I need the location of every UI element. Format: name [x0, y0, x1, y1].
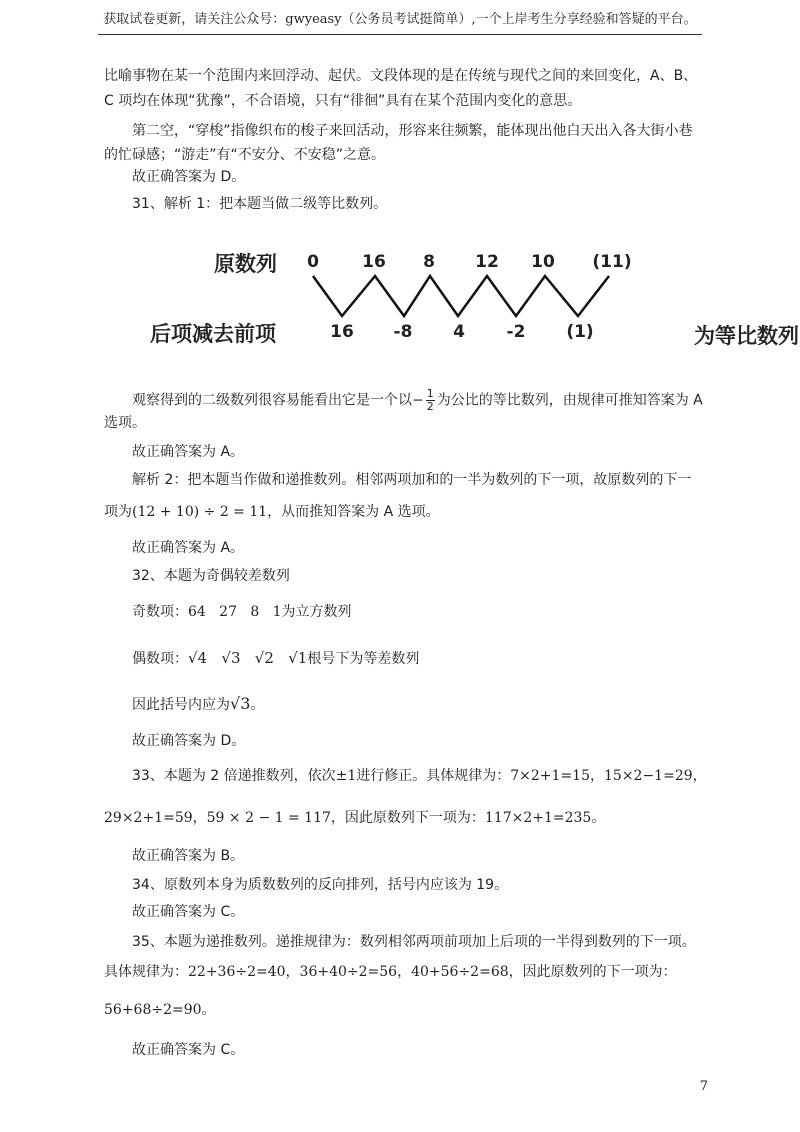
- answer-line: 故正确答案为 C。: [132, 1042, 245, 1058]
- sequence-number: 8: [423, 252, 435, 272]
- answer-line: 故正确答案为 D。: [132, 169, 246, 185]
- sequence-number: 0: [307, 252, 319, 272]
- paragraph: 项为(12 + 10) ÷ 2 = 11，从而推知答案为 A 选项。: [104, 504, 440, 520]
- paragraph: 第二空，“穿梭”指像织布的梭子来回活动，形容来往频繁，能体现出他白天出入各大街小巷: [132, 123, 693, 139]
- math-expression: 15×2−1=29: [604, 768, 693, 784]
- paragraph: 偶数项：√4 √3 √2 √1根号下为等差数列: [132, 649, 420, 667]
- answer-line: 故正确答案为 A。: [132, 444, 245, 460]
- diagram-label-original: 原数列: [214, 252, 277, 276]
- paragraph: 33、本题为 2 倍递推数列，依次±1进行修正。具体规律为：7×2+1=15，15×2−1=29，: [132, 768, 707, 784]
- paragraph: C 项均在体现“犹豫”，不合语境，只有“徘徊”具有在某个范围内变化的意思。: [104, 93, 582, 109]
- answer-line: 故正确答案为 D。: [132, 733, 246, 749]
- question-32-heading: 32、本题为奇偶较差数列: [132, 568, 290, 584]
- sequence-number: 16: [362, 252, 386, 272]
- math-expression: 22+36÷2=40: [188, 964, 286, 980]
- diagram-label-geometric: 为等比数列: [694, 324, 799, 348]
- sequence-number: (11): [592, 252, 632, 272]
- paragraph: 具体规律为：22+36÷2=40，36+40÷2=56，40+56÷2=68，因此原数列的下一项为：: [104, 964, 677, 980]
- math-expression: 117×2+1=235: [484, 810, 592, 826]
- page-header: 获取试卷更新，请关注公众号：gwyeasy（公务员考试挺简单）,一个上岸考生分享经验和答疑的平台。: [98, 6, 702, 35]
- paragraph: 56+68÷2=90。: [104, 1002, 216, 1018]
- paragraph: 选项。: [104, 415, 146, 431]
- math-expression: (12 + 10) ÷ 2 = 11: [132, 504, 268, 520]
- math-expression: 64 27 8 1: [188, 604, 282, 620]
- answer-line: 故正确答案为 A。: [132, 540, 245, 556]
- difference-number: 4: [453, 322, 465, 342]
- diagram-label-difference: 后项减去前项: [150, 322, 276, 346]
- difference-number: 16: [330, 322, 354, 342]
- difference-number: (1): [566, 322, 594, 342]
- math-expression: ±1: [335, 768, 357, 784]
- math-expression: 40+56÷2=68: [411, 964, 509, 980]
- math-expression: √4 √3 √2 √1: [188, 649, 308, 667]
- fraction: $\frac{1}{2}$: [426, 387, 434, 413]
- math-expression: 29×2+1=59: [104, 810, 193, 826]
- paragraph: 因此括号内应为√3。: [132, 694, 265, 713]
- page-number: 7: [699, 1079, 708, 1094]
- question-34-heading: 34、原数列本身为质数数列的反向排列，括号内应该为 19。: [132, 877, 509, 893]
- fraction-sign: −: [412, 392, 424, 409]
- answer-line: 故正确答案为 C。: [132, 904, 245, 920]
- paragraph: 观察得到的二级数列很容易能看出它是一个以− $\frac{1}{2}$ 为公比的等比数列，由规律可推知答案为 A: [132, 387, 703, 413]
- sequence-number: 12: [475, 252, 499, 272]
- difference-number: -2: [506, 322, 526, 342]
- sequence-number: 10: [531, 252, 555, 272]
- math-expression: √3: [230, 694, 251, 713]
- paragraph: 奇数项：64 27 8 1为立方数列: [132, 604, 352, 620]
- difference-number: -8: [393, 322, 413, 342]
- paragraph: 解析 2：把本题当作做和递推数列。相邻两项加和的一半为数列的下一项，故原数列的下一: [132, 472, 692, 488]
- paragraph: 比喻事物在某一个范围内来回浮动、起伏。文段体现的是在传统与现代之间的来回变化，A、B、: [104, 68, 698, 84]
- math-expression: 7×2+1=15: [510, 768, 590, 784]
- paragraph: 的忙碌感；“游走”有“不安分、不安稳”之意。: [104, 147, 386, 163]
- paragraph: 29×2+1=59，59 × 2 − 1 = 117，因此原数列下一项为：117×2+1=235。: [104, 810, 606, 826]
- math-expression: 56+68÷2=90: [104, 1002, 202, 1018]
- math-expression: 59 × 2 − 1 = 117: [206, 810, 331, 826]
- answer-line: 故正确答案为 B。: [132, 848, 245, 864]
- math-expression: 36+40÷2=56: [299, 964, 398, 980]
- question-31-heading: 31、解析 1：把本题当做二级等比数列。: [132, 196, 388, 212]
- question-35-heading: 35、本题为递推数列。递推规律为：数列相邻两项前项加上后项的一半得到数列的下一项。: [132, 934, 696, 950]
